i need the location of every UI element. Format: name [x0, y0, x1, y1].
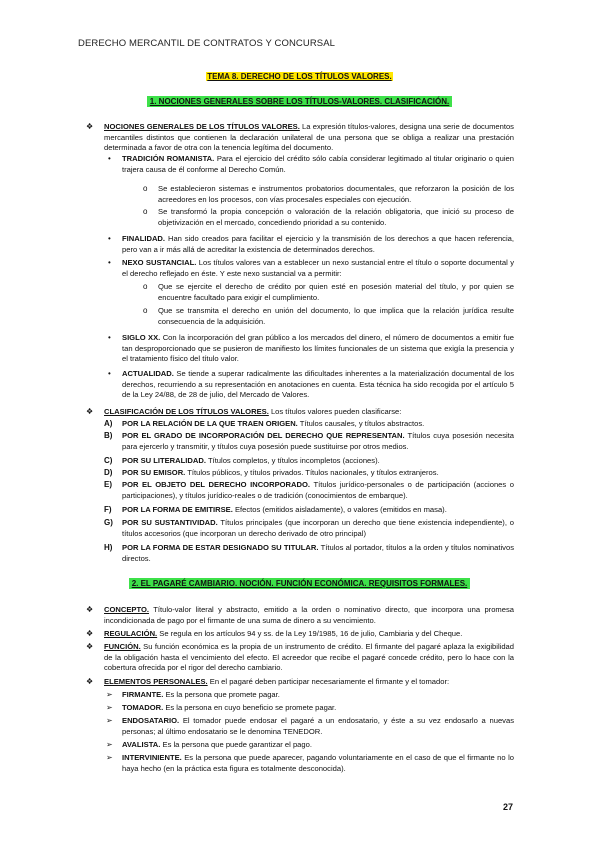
tradicion-sub-1: Se establecieron sistemas e instrumentos probatorios documentales, que reforzaron la posición de los acreedores en los procesos, con vías procesales especiales con ejecución.: [158, 184, 514, 204]
tradicion-paragraph: TRADICIÓN ROMANISTA. Para el ejercicio del crédito sólo cabía considerar legitimado al titular originario o quien trajera causa de él conforme al Derecho Común.: [122, 154, 514, 174]
running-header: DERECHO MERCANTIL DE CONTRATOS Y CONCURSAL: [78, 38, 336, 49]
clasificacion-item-c: POR SU LITERALIDAD. Títulos completos, y títulos incompletos (acciones).: [122, 456, 380, 465]
funcion-paragraph: FUNCIÓN. Su función económica es la propia de un instrumento de crédito. El firmante del pagaré aplaza la exigibilidad de la obligación hasta el vencimiento del efecto. El acreedor que recibe el pagaré concede crédito, pero lo hace con la cobertura ofrecida por el rigor del derecho cambiario.: [104, 642, 514, 673]
tradicion-sub-2: Se transformó la propia concepción o valoración de la relación obligatoria, que inició su proceso de objetivización en el mercado, concediendo prioridad a su contenido.: [158, 207, 514, 227]
list-letter: D): [104, 468, 113, 477]
diamond-bullet-icon: ❖: [86, 677, 94, 686]
nexo-sub-1: Que se ejercite el derecho de crédito por quien esté en posesión material del título, y por quien se encuentre facultado para exigir el cumplimiento.: [158, 282, 514, 302]
clasificacion-paragraph: CLASIFICACIÓN DE LOS TÍTULOS VALORES. Los títulos valores pueden clasificarse:: [104, 407, 402, 416]
section-1-heading: 1. NOCIONES GENERALES SOBRE LOS TÍTULOS-VALORES. CLASIFICACIÓN.: [0, 97, 599, 106]
diamond-bullet-icon: ❖: [86, 642, 94, 651]
list-letter: F): [104, 505, 112, 514]
circle-bullet-icon: o: [143, 207, 148, 216]
circle-bullet-icon: o: [143, 282, 148, 291]
circle-bullet-icon: o: [143, 184, 148, 193]
regulacion-paragraph: REGULACIÓN. Se regula en los artículos 94 y ss. de la Ley 19/1985, 16 de julio, Cambiaria y del Cheque.: [104, 629, 463, 638]
diamond-bullet-icon: ❖: [86, 122, 94, 131]
elemento-endosatario: ENDOSATARIO. El tomador puede endosar el pagaré a un endosatario, y éste a su vez endosarlo a nuevas personas; al último endosatario se le denomina TENEDOR.: [122, 716, 514, 736]
diamond-bullet-icon: ❖: [86, 407, 94, 416]
concepto-paragraph: CONCEPTO. Título-valor literal y abstracto, emitido a la orden o nominativo directo, que incorpora una promesa incondicionada de pago por el firmante de una suma de dinero a su vencimiento.: [104, 605, 514, 625]
diamond-bullet-icon: ❖: [86, 605, 94, 614]
actualidad-paragraph: ACTUALIDAD. Se tiende a superar radicalmente las dificultades inherentes a la materialización documental de los derechos, recurriendo a su representación en anotaciones en cuenta. Esta técnica ha sido recogida por el artículo 5 de la Ley 24/88, de 28 de julio, del Mercado de Valores.: [122, 369, 514, 400]
list-letter: A): [104, 419, 113, 428]
clasificacion-item-h: POR LA FORMA DE ESTAR DESIGNADO SU TITULAR. Títulos al portador, títulos a la orden y títulos nominativos directos.: [122, 543, 514, 563]
elemento-interviniente: INTERVINIENTE. Es la persona que puede aparecer, pagando voluntariamente en el caso de que el firmante no lo haya hecho (en la práctica esta figura es totalmente desconocida).: [122, 753, 514, 773]
nexo-paragraph: NEXO SUSTANCIAL. Los títulos valores van a establecer un nexo sustancial entre el título o soporte documental y el derecho reflejado en éste. Y este nexo sustancial va a permitir:: [122, 258, 514, 278]
clasificacion-item-d: POR SU EMISOR. Títulos públicos, y títulos privados. Títulos nacionales, y títulos extranjeros.: [122, 468, 439, 477]
clasificacion-item-e: POR EL OBJETO DEL DERECHO INCORPORADO. Títulos jurídico-personales o de participación (acciones o participaciones), y títulos jurídico-reales o de tradición (conocimientos de embarque).: [122, 480, 515, 500]
list-letter: H): [104, 543, 113, 552]
elementos-paragraph: ELEMENTOS PERSONALES. En el pagaré deben participar necesariamente el firmante y el tomador:: [104, 677, 450, 686]
round-bullet-icon: •: [108, 369, 111, 378]
elemento-tomador: TOMADOR. Es la persona en cuyo beneficio se promete pagar.: [122, 703, 337, 712]
arrow-bullet-icon: ➢: [106, 753, 113, 762]
nexo-sub-2: Que se transmita el derecho en unión del documento, lo que implica que la relación jurídica resulte consecuencia de la adquisición.: [158, 306, 514, 326]
round-bullet-icon: •: [108, 154, 111, 163]
elemento-firmante: FIRMANTE. Es la persona que promete pagar.: [122, 690, 280, 699]
arrow-bullet-icon: ➢: [106, 690, 113, 699]
theme-title: TEMA 8. DERECHO DE LOS TÍTULOS VALORES.: [207, 72, 392, 81]
arrow-bullet-icon: ➢: [106, 740, 113, 749]
clasificacion-item-a: POR LA RELACIÓN DE LA QUE TRAEN ORIGEN. Títulos causales, y títulos abstractos.: [122, 419, 425, 428]
arrow-bullet-icon: ➢: [106, 703, 113, 712]
clasificacion-item-g: POR SU SUSTANTIVIDAD. Títulos principales (que incorporan un derecho que tiene existencia independiente), o títulos accesorios (que incorporan un derecho derivado de otro principal): [122, 518, 514, 538]
list-letter: C): [104, 456, 113, 465]
section-2-heading: 2. EL PAGARÉ CAMBIARIO. NOCIÓN. FUNCIÓN ECONÓMICA. REQUISITOS FORMALES.: [0, 579, 599, 588]
clasificacion-item-f: POR LA FORMA DE EMITIRSE. Efectos (emitidos aisladamente), o valores (emitidos en masa).: [122, 505, 447, 514]
list-letter: B): [104, 431, 113, 440]
diamond-bullet-icon: ❖: [86, 629, 94, 638]
round-bullet-icon: •: [108, 258, 111, 267]
elemento-avalista: AVALISTA. Es la persona que puede garantizar el pago.: [122, 740, 312, 749]
round-bullet-icon: •: [108, 333, 111, 342]
nociones-paragraph: NOCIONES GENERALES DE LOS TÍTULOS VALORES. La expresión títulos-valores, designa una serie de documentos mercantiles distintos que contienen la declaración unilateral de una persona que se obliga a realizar una prestación determinada a favor de otra con la tenencia legítima del documento.: [104, 122, 514, 153]
list-letter: G): [104, 518, 113, 527]
clasificacion-item-b: POR EL GRADO DE INCORPORACIÓN DEL DERECHO QUE REPRESENTAN. Títulos cuya posesión necesita para ejercerlo y transmitir, y títulos cuya posesión puede sustituirse por otros medios.: [122, 431, 515, 451]
arrow-bullet-icon: ➢: [106, 716, 113, 725]
circle-bullet-icon: o: [143, 306, 148, 315]
round-bullet-icon: •: [108, 234, 111, 243]
siglo-paragraph: SIGLO XX. Con la incorporación del gran público a los mercados del dinero, el número de documentos a emitir fue tan desproporcionado que se pusieron de manifiesto los límites funcionales de un sistema que exigía la presencia y el tratamiento físico del título valor.: [122, 333, 514, 364]
page-number: 27: [502, 802, 513, 812]
finalidad-paragraph: FINALIDAD. Han sido creados para facilitar el ejercicio y la transmisión de los derechos a que hacen referencia, pero van a ir más allá de acreditar la existencia de determinados derechos.: [122, 234, 514, 254]
list-letter: E): [104, 480, 112, 489]
